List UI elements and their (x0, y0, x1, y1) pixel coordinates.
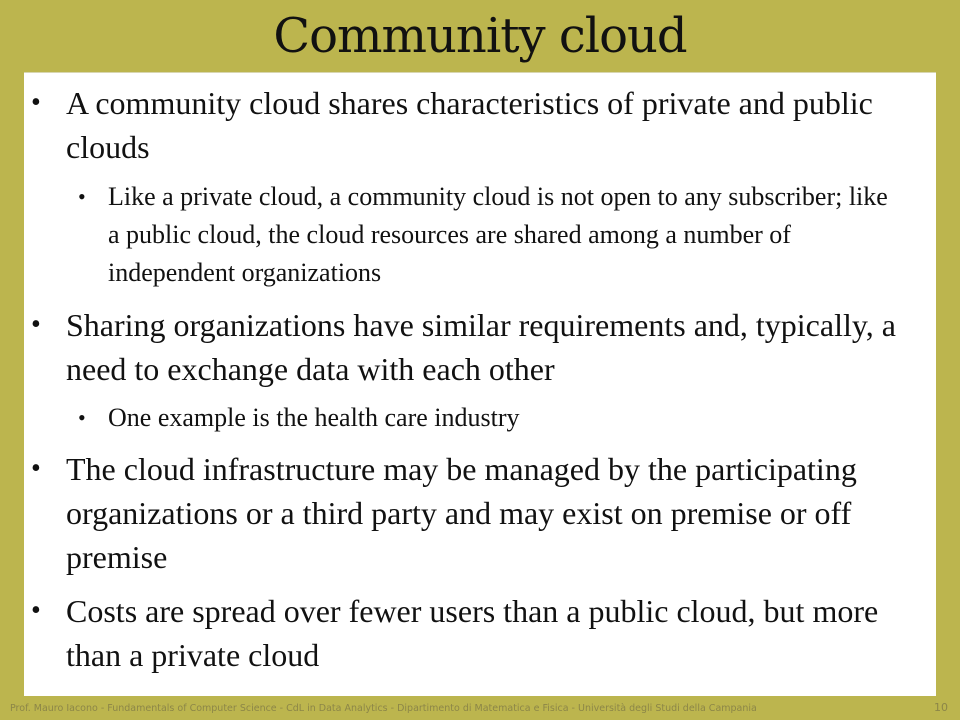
page-number: 10 (934, 701, 948, 714)
sub-bullet-marker: • (78, 184, 86, 209)
bullet-text: Sharing organizations have similar requirements and, typically, a need to exchange data with each other (66, 307, 896, 387)
bullet-marker: • (31, 453, 41, 484)
sub-bullet-text: One example is the health care industry (108, 403, 520, 432)
bullet-text: A community cloud shares characteristics of private and public clouds (66, 85, 873, 165)
bullet-marker: • (31, 309, 41, 340)
sub-bullet-text: Like a private cloud, a community cloud is not open to any subscriber; like a public cloud, the cloud resources are shared among a number of independent organizations (108, 182, 888, 287)
slide-footer: Prof. Mauro Iacono - Fundamentals of Computer Science - CdL in Data Analytics - Dipartimento di Matematica e Fisica - Università degli Studi della Campania (10, 703, 757, 714)
bullet-marker: • (31, 87, 41, 118)
sub-bullet-marker: • (78, 405, 86, 430)
content-area (24, 72, 936, 696)
bullet-text: The cloud infrastructure may be managed by the participating organizations or a third party and may exist on premise or off premise (66, 451, 857, 575)
bullet-text: Costs are spread over fewer users than a public cloud, but more than a private cloud (66, 593, 879, 673)
bullet-marker: • (31, 595, 41, 626)
slide-title: Community cloud (273, 8, 687, 64)
